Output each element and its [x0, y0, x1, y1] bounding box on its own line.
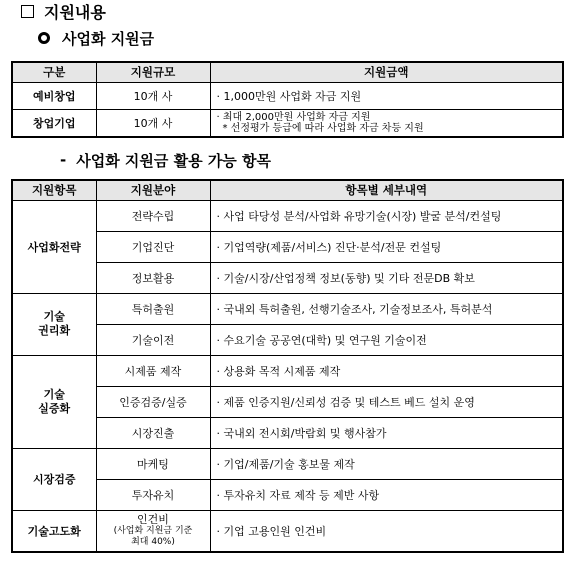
field-cell: [96, 510, 210, 552]
amount-cell: · 1,000만원 사업화 자금 지원: [210, 82, 563, 109]
item-cell: 사업화전략: [12, 200, 96, 293]
table-row: [12, 510, 563, 552]
table-row: [12, 355, 563, 386]
table-header: 지원금액: [210, 62, 563, 82]
category-cell: 창업기업: [12, 109, 96, 137]
table-header: 항목별 세부내역: [210, 180, 563, 200]
table-header: 지원규모: [96, 62, 210, 82]
detail-cell: · 제품 인증지원/신뢰성 검증 및 테스트 베드 설치 운영: [210, 386, 563, 417]
subsection-heading: [38, 26, 154, 50]
field-cell: 시장진출: [96, 417, 210, 448]
circle-bullet-icon: [38, 32, 50, 44]
dash-bullet: -: [60, 151, 67, 169]
field-cell: 투자유치: [96, 479, 210, 510]
support-amount-table: [11, 61, 564, 138]
detail-cell: · 국내외 특허출원, 선행기술조사, 기술정보조사, 특허분석: [210, 293, 563, 324]
field-cell: 마케팅: [96, 448, 210, 479]
table-header: 지원분야: [96, 180, 210, 200]
amount-cell: [210, 109, 563, 137]
field-cell: 특허출원: [96, 293, 210, 324]
field-label: 인건비: [137, 512, 169, 526]
field-cell: 기술이전: [96, 324, 210, 355]
table-row: [12, 82, 563, 109]
subsection-heading-text: 사업화 지원금: [62, 29, 155, 48]
field-note: (사업화 지원금 기준 최대 40%): [113, 525, 193, 547]
table-header: 구분: [12, 62, 96, 82]
detail-cell: · 기업/제품/기술 홍보물 제작: [210, 448, 563, 479]
detail-cell: · 투자유치 자료 제작 등 제반 사항: [210, 479, 563, 510]
amount-text: · 최대 2,000만원 사업화 자금 지원: [216, 111, 371, 123]
scale-cell: 10개 사: [96, 109, 210, 137]
detail-cell: · 수요기술 공공연(대학) 및 연구원 기술이전: [210, 324, 563, 355]
scale-cell: 10개 사: [96, 82, 210, 109]
field-cell: 전략수립: [96, 200, 210, 231]
detail-cell: · 사업 타당성 분석/사업화 유망기술(시장) 발굴 분석/컨설팅: [210, 200, 563, 231]
table-row: [12, 293, 563, 324]
category-cell: 예비창업: [12, 82, 96, 109]
subsection-heading-items: [60, 149, 271, 171]
field-cell: 인증검증/실증: [96, 386, 210, 417]
detail-cell: · 상용화 목적 시제품 제작: [210, 355, 563, 386]
table-row: [12, 109, 563, 137]
item-cell: 기술 실증화: [12, 355, 96, 448]
detail-cell: · 국내외 전시회/박람회 및 행사참가: [210, 417, 563, 448]
amount-note: * 선정평가 등급에 따라 사업화 자금 차등 지원: [222, 122, 424, 134]
usage-items-table: [11, 179, 564, 553]
field-cell: 정보활용: [96, 262, 210, 293]
table-row: [12, 448, 563, 479]
section-heading: [21, 0, 106, 22]
checkbox-square-icon: [21, 5, 34, 18]
detail-cell: · 기업 고용인원 인건비: [210, 510, 563, 552]
section-heading-text: 지원내용: [44, 2, 106, 22]
subsection-heading-items-text: 사업화 지원금 활용 가능 항목: [76, 151, 272, 170]
item-cell: 시장검증: [12, 448, 96, 510]
table-header: 지원항목: [12, 180, 96, 200]
item-cell: 기술고도화: [12, 510, 96, 552]
detail-cell: · 기업역량(제품/서비스) 진단·분석/전문 컨설팅: [210, 231, 563, 262]
field-cell: 기업진단: [96, 231, 210, 262]
item-cell: 기술 권리화: [12, 293, 96, 355]
detail-cell: · 기술/시장/산업정책 정보(동향) 및 기타 전문DB 확보: [210, 262, 563, 293]
field-cell: 시제품 제작: [96, 355, 210, 386]
table-row: [12, 200, 563, 231]
